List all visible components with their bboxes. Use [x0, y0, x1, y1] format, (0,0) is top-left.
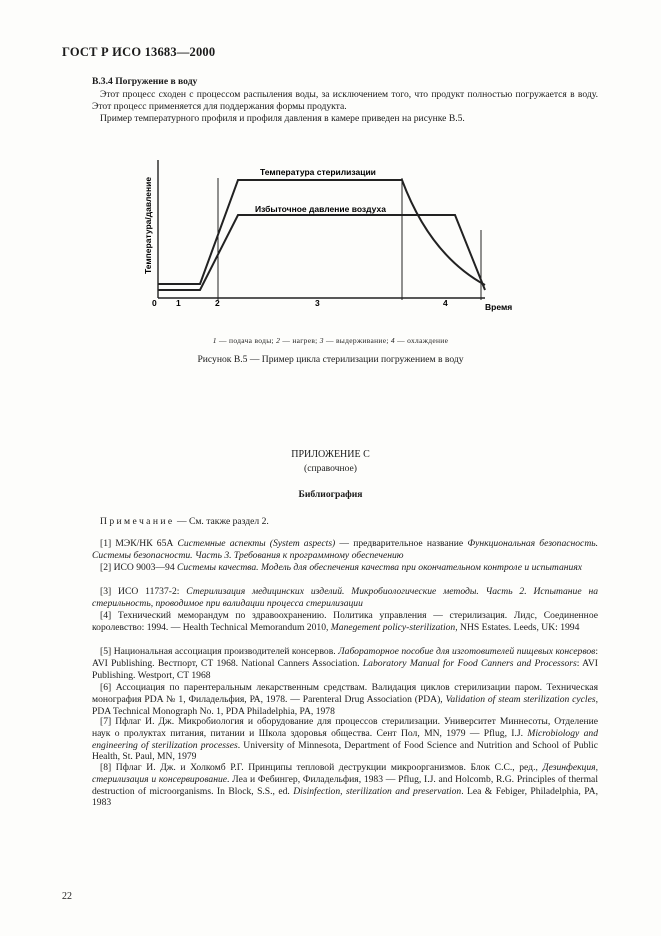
bibliography-heading: Библиография [298, 489, 363, 500]
note [92, 516, 598, 528]
ref-1-c: — предварительное название [335, 538, 468, 549]
ref-5-b: Лабораторное пособие для изготовителей пищевых консервов [338, 646, 596, 657]
note-label: Примечание [100, 516, 175, 527]
reference-5 [92, 646, 598, 681]
ref-5-a: Национальная ассоциация производителей консервов. [113, 646, 339, 657]
ref-4-num: [4] [100, 610, 118, 621]
appendix-subtitle: (справочное) [304, 463, 357, 474]
ref-7-b: Microbiology and engineering of sterilization processes [92, 727, 598, 751]
ref-5-e: : AVI Publishing. Westport, CT 1968 [92, 657, 598, 681]
label-air-pressure: Избыточное давление воздуха [255, 204, 386, 214]
legend-num-2: 2 [276, 336, 281, 345]
ref-3-num: [3] [100, 586, 119, 597]
reference-4 [92, 610, 598, 634]
y-axis-label: Температура/давление [143, 176, 153, 274]
figure-legend [0, 336, 661, 345]
phase-label-2: 2 [215, 298, 220, 308]
ref-4-b: Manegement policy-sterilization [330, 621, 456, 633]
ref-4-a: Технический меморандум по здравоохранению. Политика управления — стерилизация. Лидс, Соединенное королевство: 1994. — Health Technical Memorandum 2010, [92, 610, 598, 633]
phase-label-1: 1 [176, 298, 181, 308]
phase-label-3: 3 [315, 298, 320, 308]
reference-3 [92, 586, 598, 610]
ref-2-num: [2] [100, 562, 114, 573]
origin-label: 0 [152, 298, 157, 308]
ref-6-b: Validation of steam sterilization cycles [445, 693, 596, 705]
ref-8-e: . Lea & Febiger, Philadelphia, PA, 1983 [92, 785, 598, 809]
reference-7 [92, 716, 598, 763]
legend-text-1: — подача воды; [216, 336, 277, 345]
ref-1-d: Функциональная безопасность. Системы безопасности. Часть 3. Требования к программному обеспечению [92, 538, 599, 561]
section-paragraph-2: Пример температурного профиля и профиля давления в камере приведен на рисунке В.5. [100, 113, 465, 124]
series-temperature [158, 180, 485, 285]
temperature-pressure-chart [140, 140, 530, 318]
section-title-text: В.3.4 Погружение в воду [92, 76, 198, 87]
legend-text-2: — нагрев; [280, 336, 320, 345]
figure-caption: Рисунок В.5 — Пример цикла стерилизации погружением в воду [197, 354, 464, 365]
reference-1 [92, 538, 598, 562]
phase-label-4: 4 [443, 298, 448, 308]
ref-1-b: Системные аспекты (System aspects) [177, 538, 336, 549]
ref-7-num: [7] [100, 716, 116, 727]
page-number: 22 [62, 891, 72, 902]
ref-3-a: ИСО 11737-2: [118, 586, 187, 597]
reference-2 [92, 562, 598, 574]
label-sterilization-temp: Температура стерилизации [260, 167, 376, 177]
ref-8-d: Disinfection, sterilization and preservation [293, 785, 462, 797]
ref-4-c: , NHS Estates. Leeds, UK: 1994 [455, 621, 580, 633]
document-header: ГОСТ Р ИСО 13683—2000 [62, 45, 216, 59]
ref-1-num: [1] [100, 538, 116, 549]
ref-5-c: : AVI Publishing. Вестпорт, СТ 1968. National Canners Association. [92, 646, 598, 669]
ref-3-b: Стерилизация медицинских изделий. Микробиологические методы. Часть 2. Испытание на стерильность, проводимое при валидации процесса стерилизации [92, 586, 599, 609]
ref-8-a: Пфлаг И. Дж. и Холкомб Р.Г. Принципы тепловой деструкции микроорганизмов. Блок С.С., ред., [115, 762, 543, 773]
x-axis-label: Время [485, 302, 513, 312]
note-text: — См. также раздел 2. [174, 516, 269, 527]
legend-num-3: 3 [319, 336, 324, 345]
section-title [92, 76, 598, 88]
ref-6-num: [6] [100, 682, 116, 693]
reference-8 [92, 762, 598, 809]
ref-8-c: . Леа и Фебингер, Филадельфия, 1983 — Pflug, I.J. and Holcomb, R.G. Principles of thermal destruction of microorganisms. In Block, S.S., ed. [92, 773, 598, 797]
appendix-title: ПРИЛОЖЕНИЕ С [291, 449, 370, 460]
ref-7-a: Пфлаг И. Дж. Микробиология и оборудование для процессов стерилизации. Университет Миннесоты, Отделение наук о пролуктах питания, питании и Школа здоровья общества. Сент Пол, MN, 1979 — Pflug, I.J. [92, 716, 598, 739]
ref-5-num: [5] [100, 646, 114, 657]
ref-8-num: [8] [100, 762, 116, 773]
reference-6 [92, 682, 598, 717]
series-pressure [158, 215, 485, 290]
ref-2-b: Системы качества. Модель для обеспечения качества при окончательном контроле и испытаниях [177, 562, 583, 573]
ref-6-c: , PDA Technical Monograph No. 1, PDA Philadelphia, PA, 1978 [92, 693, 598, 717]
legend-text-3: — выдерживание; [323, 336, 391, 345]
ref-5-d: Laboratory Manual for Food Canners and Processors [362, 657, 577, 669]
section-paragraph-1: Этот процесс сходен с процессом распыления воды, за исключением того, что продукт полностью погружается в воду. Этот процесс применяется для поддержания формы продукта. [92, 89, 598, 112]
ref-1-a: МЭК/НК 65А [115, 538, 178, 549]
ref-8-b: Дезинфекция, стерилизация и консервирование [92, 762, 599, 785]
ref-6-a: Ассоциация по парентеральным лекарственным средствам. Валидация циклов стерилизации паром. Техническая монография PDA № 1, Филадельфия, РА, 1978. — Parenteral Drug Association (PDA), [92, 682, 599, 705]
legend-num-1: 1 [212, 336, 217, 345]
legend-num-4: 4 [390, 336, 395, 345]
ref-7-c: . University of Minnesota, Department of Food Science and Nutrition and School of Public Health, St. Paul, MN, 1979 [92, 739, 598, 763]
legend-text-4: — охлаждение [394, 336, 449, 345]
ref-2-a: ИСО 9003—94 [113, 562, 178, 573]
